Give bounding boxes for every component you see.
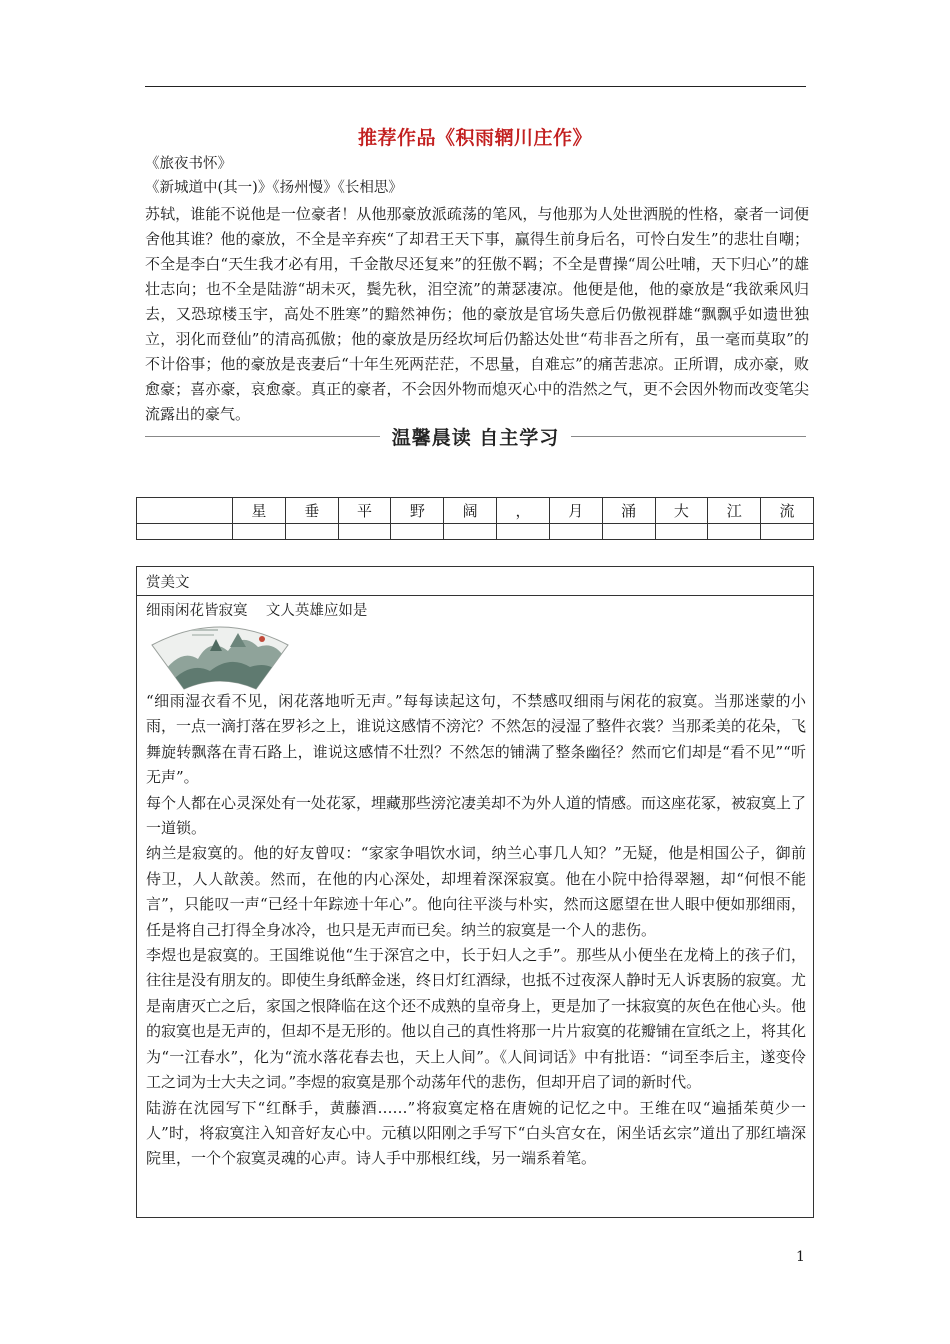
appreciation-header bbox=[137, 567, 813, 596]
char-cell: 流 bbox=[761, 498, 814, 524]
works-line-1: 《旅夜书怀》 bbox=[145, 156, 232, 172]
appreciation-paragraph: 陆游在沈园写下“红酥手，黄藤酒……”将寂寞定格在唐婉的记忆之中。王维在叹“遍插茱萸少一人”时，将寂寞注入知音好友心中。元稹以阳刚之手写下“白头宫女在，闲坐话玄宗”道出了那红墙深院里，一个个寂寞灵魂的心声。诗人手中那根红线，另一端系着笔。 bbox=[146, 1098, 806, 1168]
char-cell: 平 bbox=[338, 498, 391, 524]
appreciation-paragraph: 每个人都在心灵深处有一处花冢，埋藏那些滂沱凄美却不为外人道的情感。而这座花冢，被寂寞上了一道锁。 bbox=[146, 793, 807, 838]
banner-rule-right bbox=[571, 436, 806, 437]
char-cell: ， bbox=[497, 498, 550, 524]
works-line-2: 《新城道中(其一)》《扬州慢》《长相思》 bbox=[145, 180, 403, 196]
landscape-fan-painting-icon bbox=[150, 617, 290, 692]
character-table bbox=[136, 497, 814, 540]
character-row bbox=[137, 498, 814, 524]
char-cell: 星 bbox=[233, 498, 286, 524]
top-rule bbox=[145, 86, 806, 87]
intro-paragraph: 苏轼，谁能不说他是一位豪者！从他那豪放派疏荡的笔风，与他那为人处世洒脱的性格，豪者一词便舍他其谁？他的豪放，不全是辛弃疾“了却君王天下事，赢得生前身后名，可怜白发生”的悲壮自嘲；不全是李白“天生我才必有用，千金散尽还复来”的狂傲不羁；不全是曹操“周公吐哺，天下归心”的雄壮志向；也不全是陆游“胡未灭，鬓先秋，泪空流”的萧瑟凄凉。他便是他，他的豪放是“我欲乘风归去，又恐琼楼玉宇，高处不胜寒”的黯然神伤；他的豪放是官场失意后仍傲视群雄“飘飘乎如遗世独立，羽化而登仙”的清高孤傲；他的豪放是历经坎坷后仍豁达处世“苟非吾之所有，虽一毫而莫取”的不计俗事；他的豪放是丧妻后“十年生死两茫茫，不思量，自难忘”的痛苦悲凉。正所谓，成亦豪，败愈豪；喜亦豪，哀愈豪。真正的豪者，不会因外物而熄灭心中的浩然之气，更不会因外物而改变笔尖流露出的豪气。 bbox=[145, 205, 809, 423]
table-cell-empty bbox=[137, 498, 233, 524]
blank-row bbox=[137, 524, 814, 540]
section-banner bbox=[145, 420, 806, 452]
page-title: 推荐作品《积雨辋川庄作》 bbox=[357, 127, 592, 149]
appreciation-paragraph: 李煜也是寂寞的。王国维说他“生于深宫之中，长于妇人之手”。那些从小便坐在龙椅上的孩子们，往往是没有朋友的。即使生身纸醉金迷，终日灯红酒绿，也抵不过夜深人静时无人诉衷肠的寂寞。尤是南唐灭亡之后，家国之恨降临在这个还不成熟的皇帝身上，更是加了一抹寂寞的灰色在他心头。他的寂寞也是无声的，但却不是无形的。他以自己的真性将那一片片寂寞的花瓣铺在宣纸之上，将其化为“一江春水”，化为“流水落花春去也，天上人间”。《人间词话》中有批语：“词至李后主，遂变伶工之词为士大夫之词。”李煜的寂寞是那个动荡年代的悲伤，但却开启了词的新时代。 bbox=[146, 946, 807, 1092]
char-cell: 垂 bbox=[285, 498, 338, 524]
char-cell: 月 bbox=[549, 498, 602, 524]
banner-rule-left bbox=[145, 436, 380, 437]
char-cell: 阔 bbox=[444, 498, 497, 524]
appreciation-body bbox=[146, 689, 806, 1172]
char-cell: 涌 bbox=[602, 498, 655, 524]
page-number: 1 bbox=[796, 1249, 805, 1265]
char-cell: 江 bbox=[708, 498, 761, 524]
char-cell: 大 bbox=[655, 498, 708, 524]
char-cell: 野 bbox=[391, 498, 444, 524]
appreciation-subtitle: 细雨闲花皆寂寞 文人英雄应如是 bbox=[146, 603, 368, 619]
appreciation-paragraph: “细雨湿衣看不见，闲花落地听无声。”每每读起这句，不禁感叹细雨与闲花的寂寞。当那迷蒙的小雨，一点一滴打落在罗衫之上，谁说这感情不滂沱？不然怎的浸湿了整件衣裳？当那柔美的花朵，飞舞旋转飘落在青石路上，谁说这感情不壮烈？不然怎的铺满了整条幽径？然而它们却是“看不见”“听无声”。 bbox=[146, 692, 807, 787]
banner-title: 温馨晨读 自主学习 bbox=[391, 426, 560, 449]
appreciation-paragraph: 纳兰是寂寞的。他的好友曾叹：“家家争唱饮水词，纳兰心事几人知？”无疑，他是相国公子，御前侍卫，人人歆羡。然而，在他的内心深处，却埋着深深寂寞。他在小院中拾得翠翘，却“何恨不能言”，只能叹一声“已经十年踪迹十年心”。他向往平淡与朴实，然而这愿望在世人眼中便如那细雨，任是将自己打得全身冰冷，也只是无声而已矣。纳兰的寂寞是一个人的悲伤。 bbox=[146, 844, 806, 939]
appreciation-box bbox=[136, 566, 814, 1218]
appreciation-header-label: 赏美文 bbox=[146, 575, 190, 591]
